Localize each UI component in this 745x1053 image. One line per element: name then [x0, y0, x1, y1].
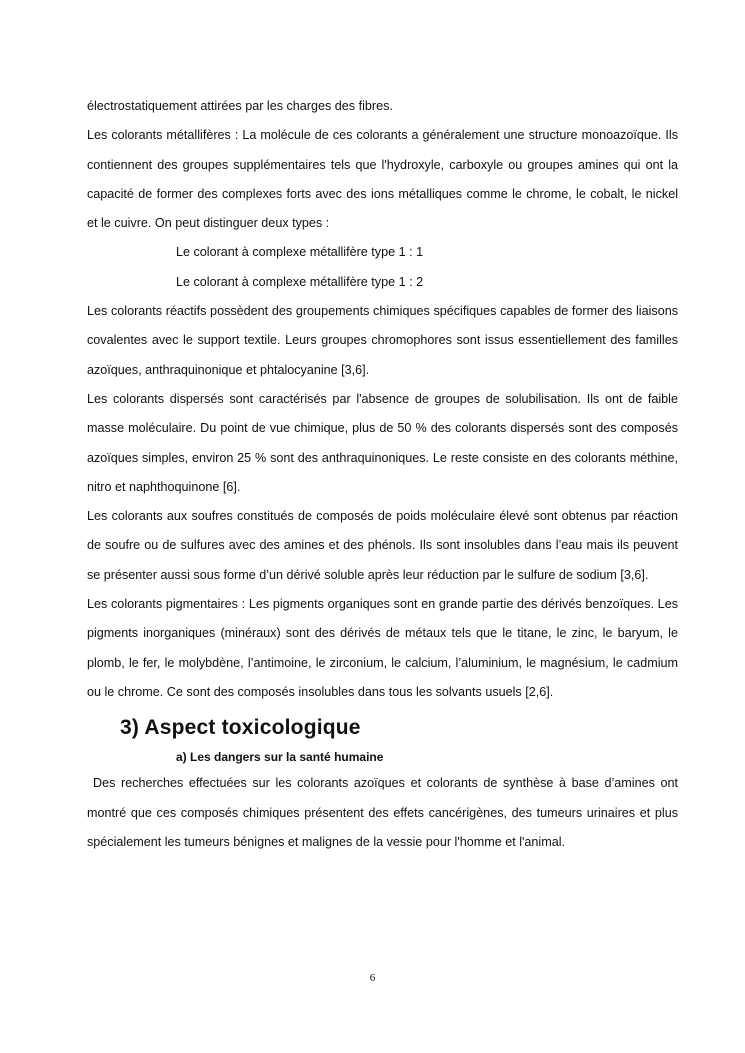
paragraph-fibres: électrostatiquement attirées par les charges des fibres. — [87, 99, 393, 113]
sub-heading: a) Les dangers sur la santé humaine — [176, 750, 384, 765]
paragraph-dangers: Des recherches effectuées sur les colorants azoïques et colorants de synthèse à base d’amines ont montré que ces composés chimiques présentent des effets cancérigènes, des tumeurs urinaires et plus spécialement les tumeurs bénignes et malignes de la vessie pour l'homme et l'animal. — [87, 776, 678, 849]
page-number: 6 — [369, 972, 376, 984]
list-item: Le colorant à complexe métallifère type 1 : 1 — [176, 245, 424, 260]
section-heading: 3) Aspect toxicologique — [120, 716, 361, 740]
paragraph-metalliferes: Les colorants métallifères : La molécule de ces colorants a généralement une structure monoazoïque. Ils contiennent des groupes supplémentaires tels que l'hydroxyle, carboxyle ou groupes amines qui ont la capacité de former des complexes forts avec des ions métalliques comme le chrome, le cobalt, le nickel et le cuivre. On peut distinguer deux types : — [87, 128, 678, 231]
types-list — [87, 238, 678, 297]
paragraph-soufres: Les colorants aux soufres constitués de composés de poids moléculaire élevé sont obtenus par réaction de soufre ou de sulfures avec des amines et des phénols. Ils sont insolubles dans l’eau mais ils peuvent se présenter aussi sous forme d’un dérivé soluble après leur réduction par le sulfure de sodium [3,6]. — [87, 509, 678, 582]
paragraph-disperses: Les colorants dispersés sont caractérisés par l'absence de groupes de solubilisation. Ils ont de faible masse moléculaire. Du point de vue chimique, plus de 50 % des colorants dispersés sont des composés azoïques simples, environ 25 % sont des anthraquinoniques. Le reste consiste en des colorants méthine, nitro et naphthoquinone [6]. — [87, 391, 678, 494]
document-body — [87, 92, 678, 857]
paragraph-pigmentaires: Les colorants pigmentaires : Les pigments organiques sont en grande partie des dérivés benzoïques. Les pigments inorganiques (minéraux) sont des dérivés de métaux tels que le titane, le zinc, le baryum, le plomb, le fer, le molybdène, l’antimoine, le zirconium, le calcium, l’aluminium, le magnésium, le cadmium ou le chrome. Ce sont des composés insolubles dans tous les solvants usuels [2,6]. — [87, 597, 678, 699]
paragraph-reactifs: Les colorants réactifs possèdent des groupements chimiques spécifiques capables de former des liaisons covalentes avec le support textile. Leurs groupes chromophores sont issus essentiellement des familles azoïques, anthraquinonique et phtalocyanine [3,6]. — [87, 304, 678, 377]
list-item: Le colorant à complexe métallifère type 1 : 2 — [176, 274, 424, 289]
